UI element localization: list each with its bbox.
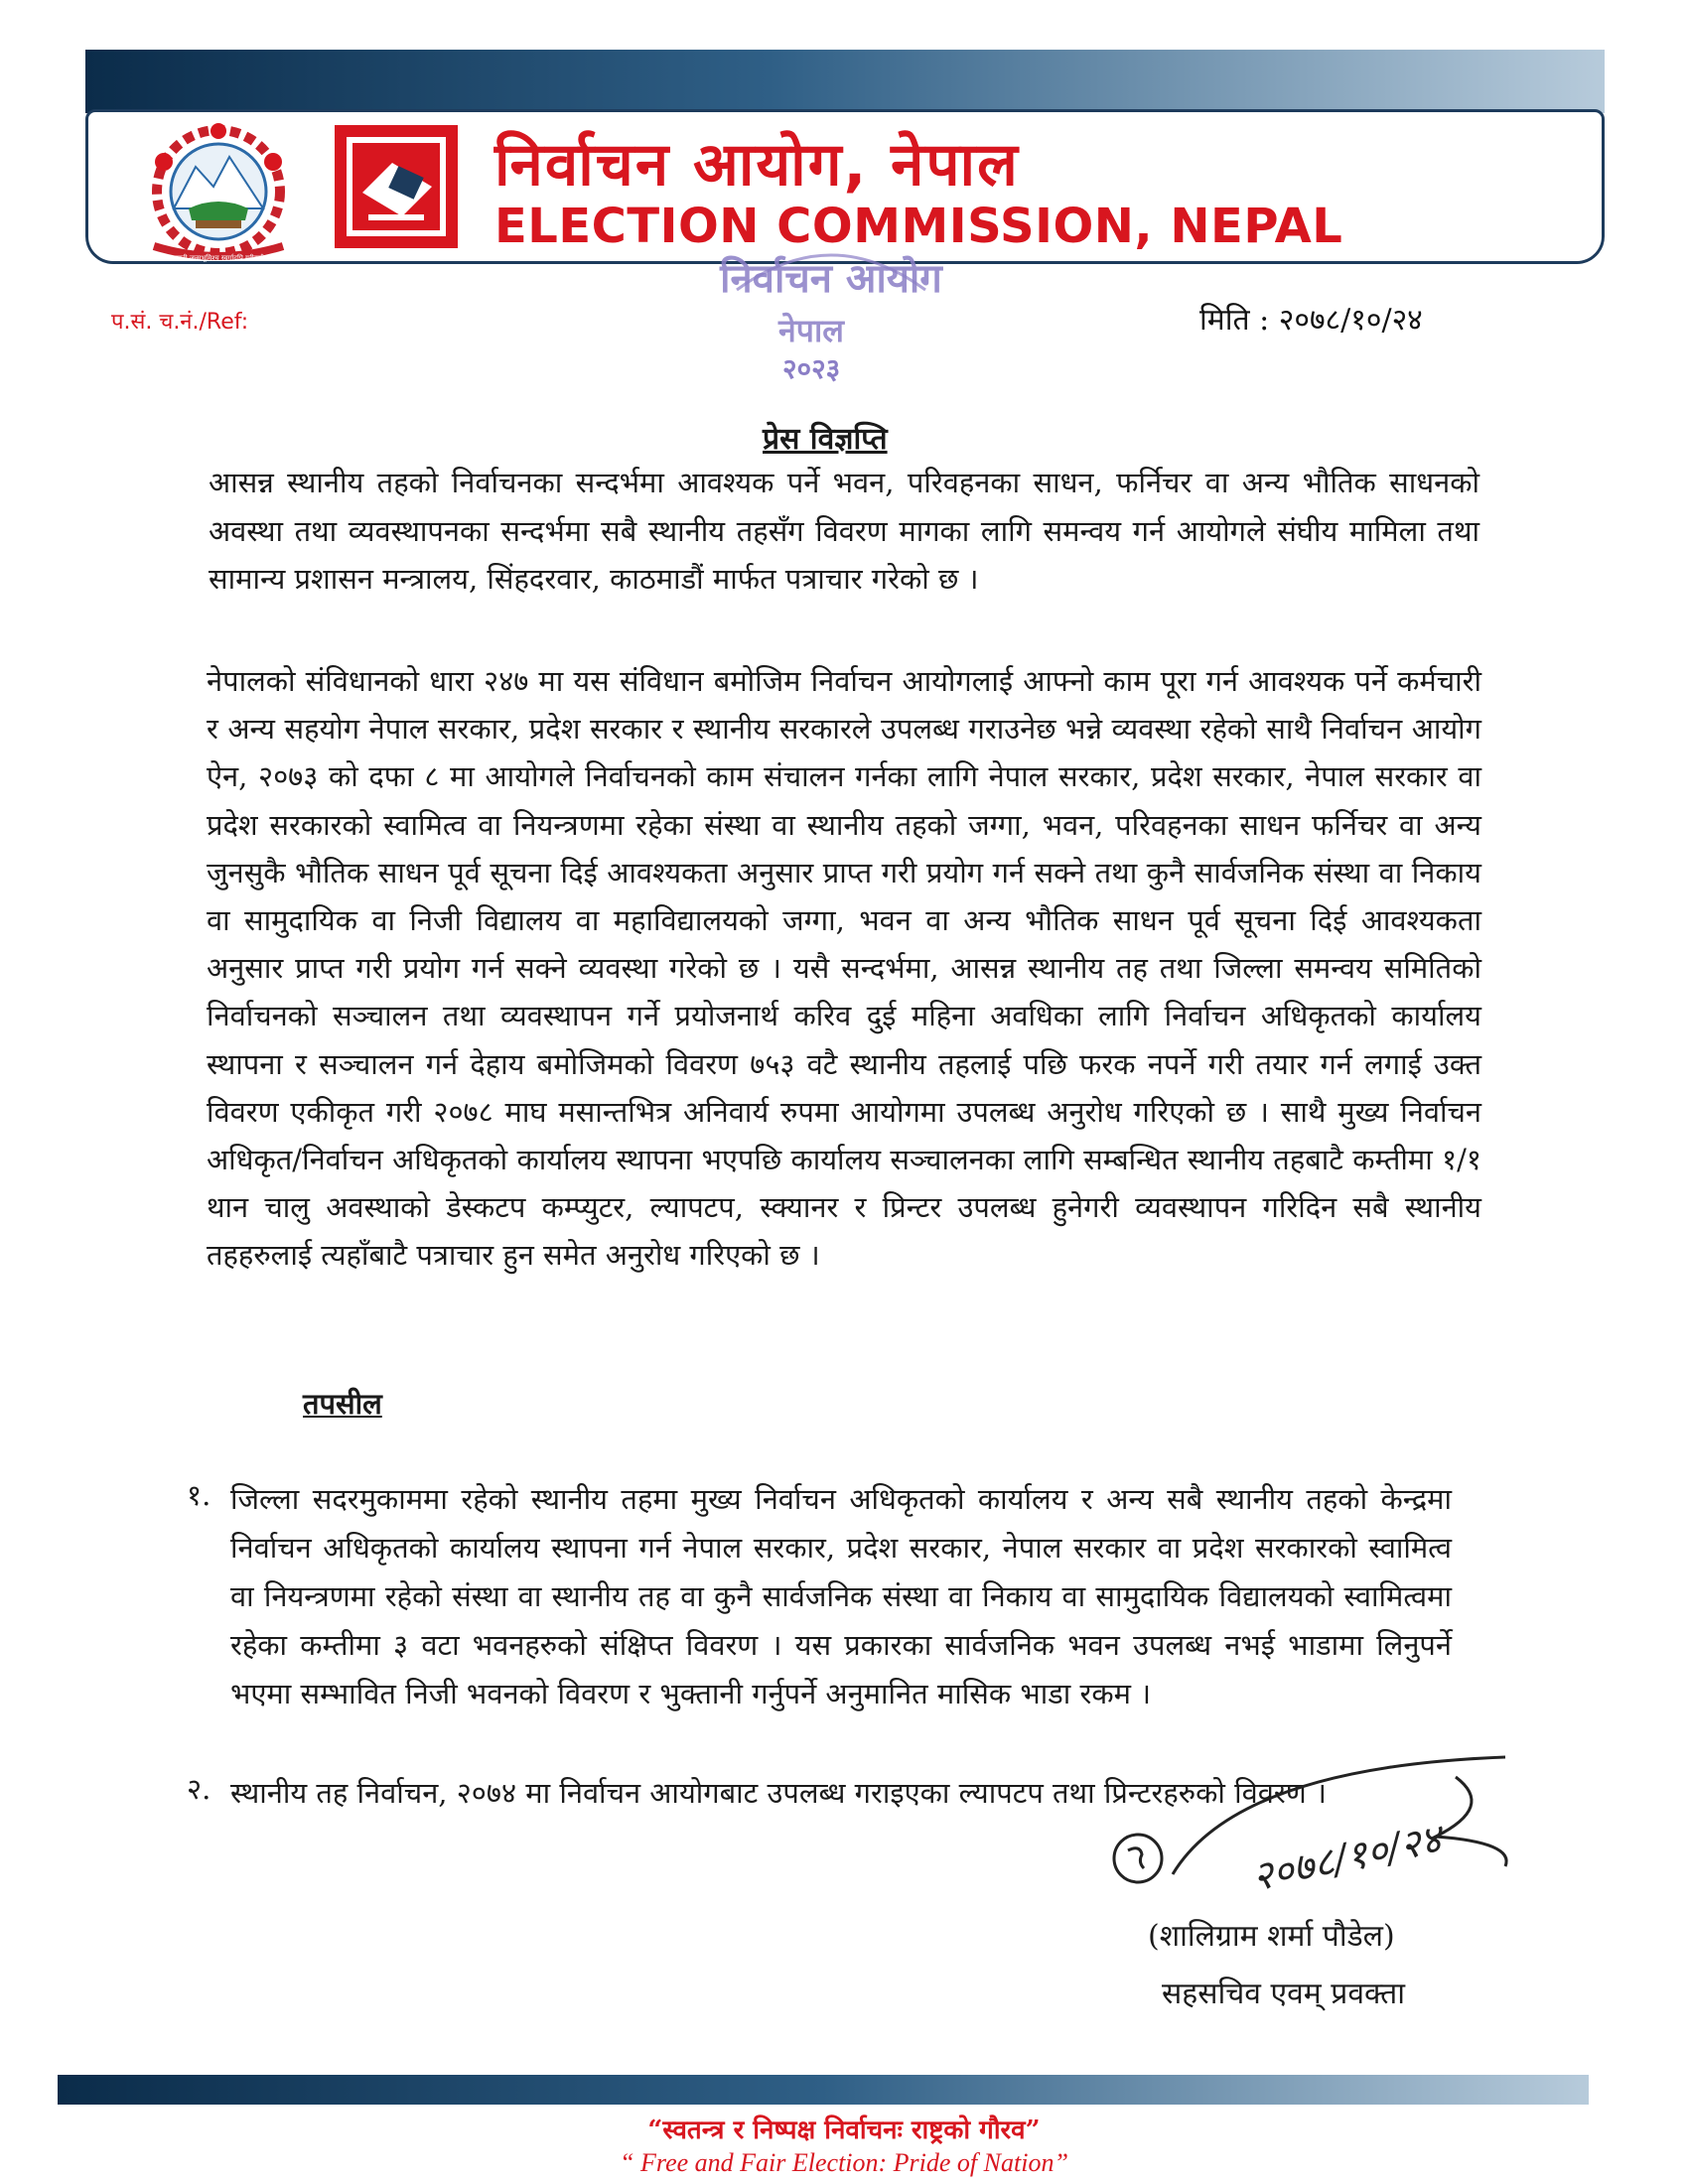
document-date: मिति : २०७८/१०/२४ — [1199, 303, 1423, 338]
signatory-title: सहसचिव एवम् प्रवक्ता — [1162, 1977, 1405, 2011]
signatory-name: (शालिग्राम शर्मा पौडेल) — [1148, 1919, 1395, 1954]
commission-title-english: ELECTION COMMISSION, NEPAL — [494, 199, 1343, 254]
body-paragraph-1: आसन्न स्थानीय तहको निर्वाचनका सन्दर्भमा आवश्यक पर्ने भवन, परिवहनका साधन, फर्निचर वा अन्य भौतिक साधनको अवस्था तथा व्यवस्थापनका सन्दर्भमा सबै स्थानीय तहसँग विवरण मागका लागि समन्वय गर्न आयोगले संघीय मामिला तथा सामान्य प्रशासन मन्त्रालय, सिंहदरवार, काठमाडौं मार्फत पत्राचार गरेको छ । — [209, 466, 1479, 596]
stamp-text-line1: निर्वाचन आयोग — [720, 256, 942, 302]
list-item: जिल्ला सदरमुकाममा रहेको स्थानीय तहमा मुख्य निर्वाचन अधिकृतको कार्यालय र अन्य सबै स्थानीय तहको केन्द्रमा निर्वाचन अधिकृतको कार्यालय स्थापना गर्न नेपाल सरकार, प्रदेश सरकार, नेपाल सरकार वा प्रदेश सरकारको स्वामित्व वा नियन्त्रणमा रहेको संस्था वा स्थानीय तह वा कुनै सार्वजनिक संस्था वा निकाय वा सामुदायिक विद्यालयको स्वामित्वमा रहेका कम्तीमा ३ वटा भवनहरुको संक्षिप्त विवरण । यस प्रकारका सार्वजनिक भवन उपलब्ध नभई भाडामा लिनुपर्ने भएमा सम्भावित निजी भवनको विवरण र भुक्तानी गर्नुपर्ने अनुमानित मासिक भाडा रकम । — [230, 1482, 1452, 1710]
commission-title-nepali: निर्वाचन आयोग, नेपाल — [494, 130, 1020, 200]
emblem-caption: जननी जन्मभूमिश्च स्वर्गादपि गरीयसी — [172, 254, 265, 262]
election-commission-logo-icon — [333, 123, 460, 250]
footer-slogan-english: “ Free and Fair Election: Pride of Nation” — [620, 2148, 1068, 2177]
stamp-text-line2: नेपाल — [778, 312, 844, 349]
footer-band — [58, 2075, 1589, 2105]
stamp-year: २०२३ — [782, 352, 841, 385]
details-heading: तपसील — [303, 1387, 382, 1421]
list-item-number: २. — [187, 1772, 211, 1806]
nepal-emblem-icon — [134, 117, 303, 266]
signature-date: २०७८/१०/२४ — [1248, 1816, 1446, 1901]
press-release-heading: प्रेस विज्ञप्ति — [763, 422, 888, 457]
reference-number-label: प.सं. च.नं./Ref: — [111, 310, 249, 335]
list-item-number: १. — [187, 1478, 211, 1512]
handwritten-signature-icon — [1078, 1747, 1545, 1916]
footer-slogan-nepali: “स्वतन्त्र र निष्पक्ष निर्वाचनः राष्ट्रको गौरव” — [647, 2116, 1041, 2145]
header-top-band — [85, 50, 1605, 113]
list-item: स्थानीय तह निर्वाचन, २०७४ मा निर्वाचन आयोगबाट उपलब्ध गराइएका ल्यापटप तथा प्रिन्टरहरुको विवरण । — [230, 1776, 1327, 1810]
body-paragraph-2: नेपालको संविधानको धारा २४७ मा यस संविधान बमोजिम निर्वाचन आयोगलाई आफ्नो काम पूरा गर्न आवश्यक पर्ने कर्मचारी र अन्य सहयोग नेपाल सरकार, प्रदेश सरकार र स्थानीय सरकारले उपलब्ध गराउनेछ भन्ने व्यवस्था रहेको साथै निर्वाचन आयोग ऐन, २०७३ को दफा ८ मा आयोगले निर्वाचनको काम संचालन गर्नका लागि नेपाल सरकार, प्रदेश सरकार, नेपाल सरकार वा प्रदेश सरकारको स्वामित्व वा नियन्त्रणमा रहेका संस्था वा स्थानीय तहको जग्गा, भवन, परिवहनका साधन फर्निचर वा अन्य जुनसुकै भौतिक साधन पूर्व सूचना दिई आवश्यकता अनुसार प्राप्त गरी प्रयोग गर्न सक्ने तथा कुनै सार्वजनिक संस्था वा निकाय वा सामुदायिक वा निजी विद्यालय वा महाविद्यालयको जग्गा, भवन वा अन्य भौतिक साधन पूर्व सूचना दिई आवश्यकता अनुसार प्राप्त गरी प्रयोग गर्न सक्ने व्यवस्था गरेको छ । यसै सन्दर्भमा, आसन्न स्थानीय तह तथा जिल्ला समन्वय समितिको निर्वाचनको सञ्चालन तथा व्यवस्थापन गर्ने प्रयोजनार्थ करिव दुई महिना अवधिका लागि निर्वाचन अधिकृतको कार्यालय स्थापना र सञ्चालन गर्न देहाय बमोजिमको विवरण ७५३ वटै स्थानीय तहलाई पछि फरक नपर्ने गरी तयार गर्न लगाई उक्त विवरण एकीकृत गरी २०७८ माघ मसान्तभित्र अनिवार्य रुपमा आयोगमा उपलब्ध अनुरोध गरिएको छ । साथै मुख्य निर्वाचन अधिकृत/निर्वाचन अधिकृतको कार्यालय स्थापना भएपछि कार्यालय सञ्चालनका लागि सम्बन्धित स्थानीय तहबाटै कम्तीमा १/१ थान चालु अवस्थाको डेस्कटप कम्प्युटर, ल्यापटप, स्क्यानर र प्रिन्टर उपलब्ध हुनेगरी व्यवस्थापन गरिदिन सबै स्थानीय तहहरुलाई त्यहाँबाटै पत्राचार हुन समेत अनुरोध गरिएको छ । — [207, 664, 1481, 1273]
